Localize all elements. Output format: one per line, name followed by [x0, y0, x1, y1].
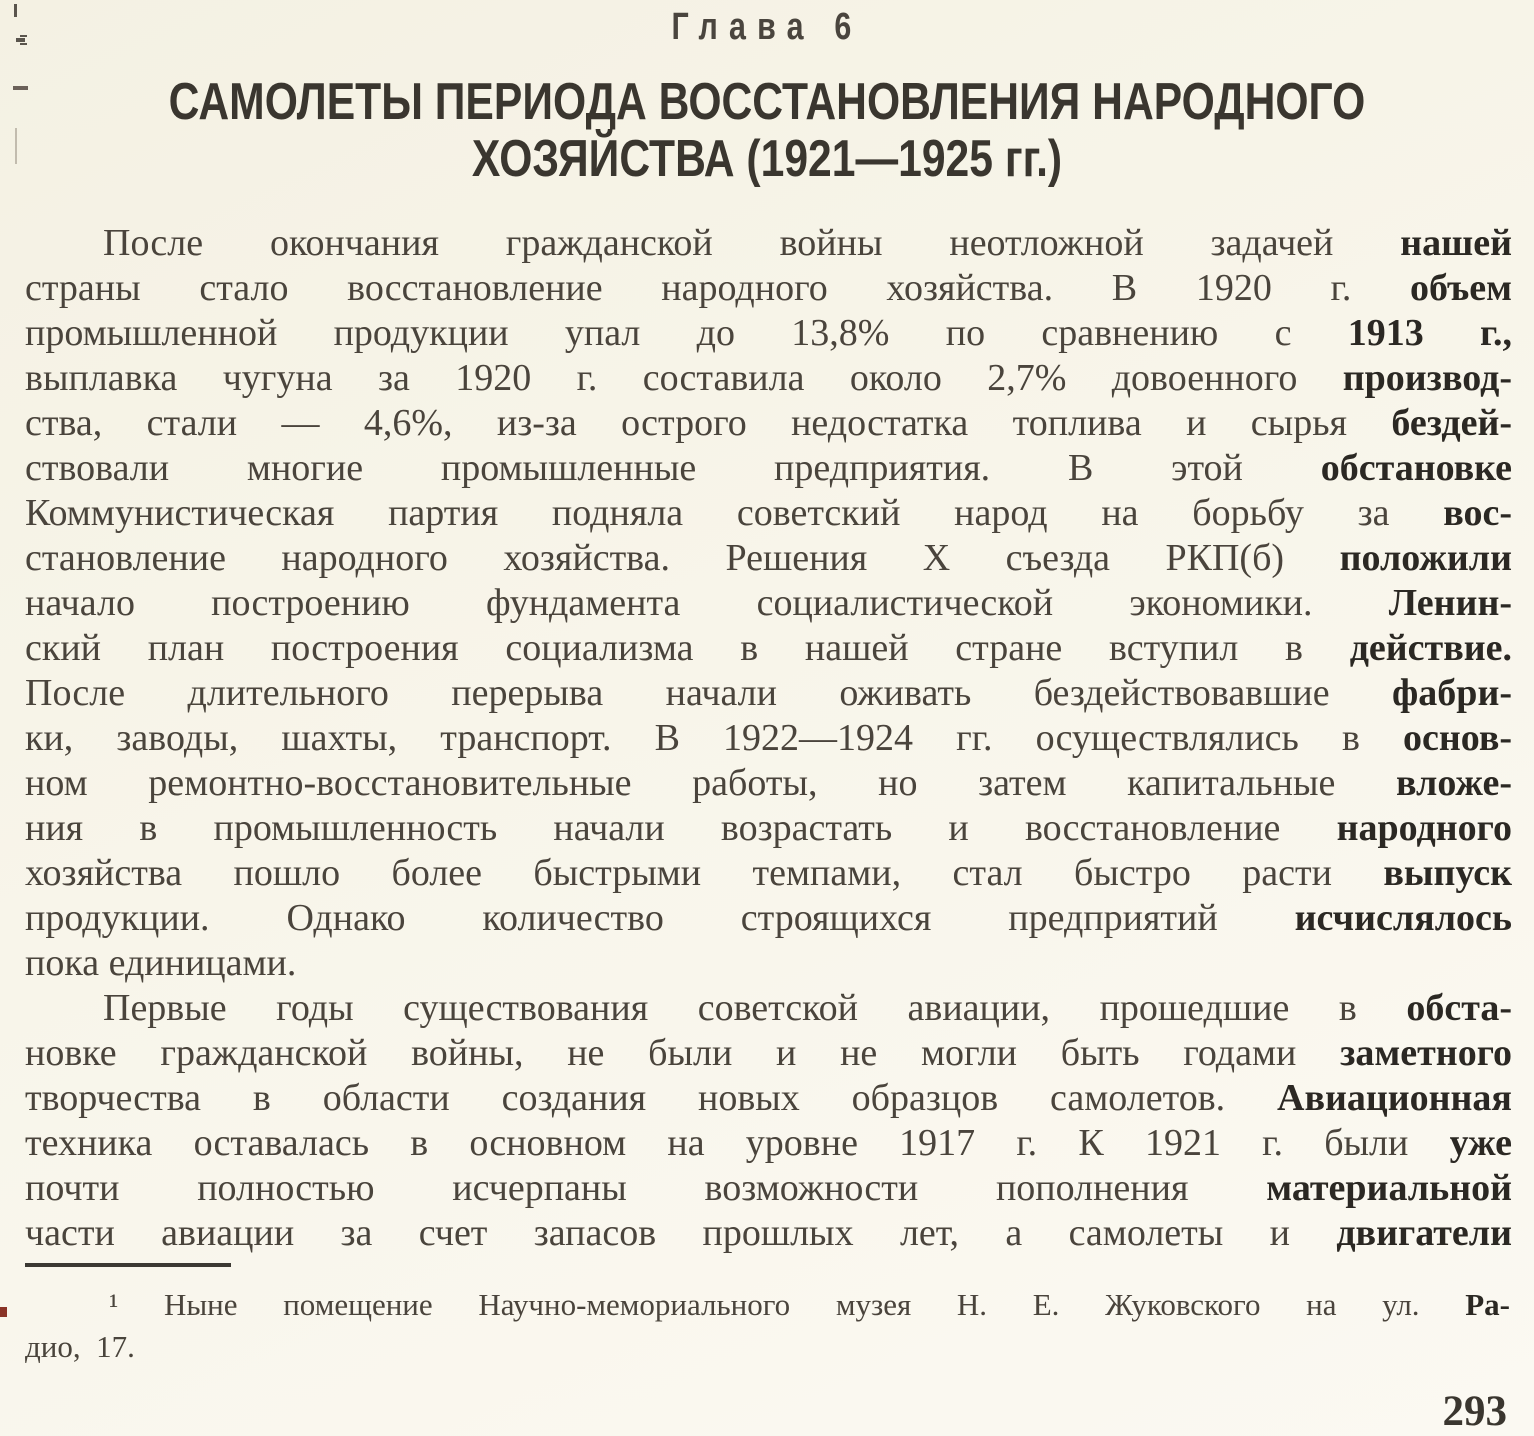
title-line: САМОЛЕТЫ ПЕРИОДА ВОССТАНОВЛЕНИЯ НАРОДНОГО — [168, 73, 1366, 131]
text-line: Первые годы существования советской авиации, прошедшие в обста- — [103, 987, 1512, 1029]
line-end-word: вос- — [1443, 492, 1512, 534]
title-line: ХОЗЯЙСТВА (1921—1925 гг.) — [471, 130, 1063, 188]
scan-artifact — [14, 4, 17, 17]
text-line: почти полностью исчерпаны возможности пополнения материальной — [25, 1167, 1512, 1209]
scan-artifact — [0, 1307, 7, 1317]
text-line: ки, заводы, шахты, транспорт. В 1922—1924 гг. осуществлялись в основ- — [25, 717, 1512, 759]
text-line: Коммунистическая партия подняла советский народ на борьбу за вос- — [25, 492, 1512, 534]
line-end-word: Ра- — [1465, 1287, 1510, 1322]
text-line: становление народного хозяйства. Решения X съезда РКП(б) положили — [25, 537, 1512, 579]
line-end-word: фабри- — [1392, 672, 1512, 714]
text-line: ния в промышленность начали возрастать и восстановление народного — [25, 807, 1512, 849]
text-line: начало построению фундамента социалистической экономики. Ленин- — [25, 582, 1512, 624]
line-end-word: материальной — [1266, 1167, 1512, 1209]
text-line: промышленной продукции упал до 13,8% по сравнению с 1913 г., — [25, 312, 1512, 354]
chapter-heading: Глава 6 — [671, 6, 863, 48]
scan-artifact — [13, 86, 28, 90]
text-line: ¹ Ныне помещение Научно-мемориального музея Н. Е. Жуковского на ул. Ра- — [109, 1287, 1510, 1322]
scan-artifact — [16, 38, 25, 42]
text-line: ном ремонтно-восстановительные работы, но затем капитальные вложе- — [25, 762, 1512, 804]
text-line: После длительного перерыва начали оживать бездействовавшие фабри- — [25, 672, 1512, 714]
text-line: выплавка чугуна за 1920 г. составила около 2,7% довоенного производ- — [25, 357, 1512, 399]
text-line: хозяйства пошло более быстрыми темпами, стал быстро расти выпуск — [25, 852, 1512, 894]
text-line: ства, стали — 4,6%, из-за острого недостатка топлива и сырья бездей- — [25, 402, 1512, 444]
scan-artifact — [15, 128, 17, 164]
text-line: ский план построения социализма в нашей стране вступил в действие. — [25, 627, 1512, 669]
page-title — [138, 74, 1396, 188]
line-end-word: Ленин- — [1388, 582, 1512, 624]
line-end-word: бездей- — [1391, 402, 1512, 444]
line-end-word: Авиационная — [1277, 1077, 1512, 1119]
text-line: новке гражданской войны, не были и не могли быть годами заметного — [25, 1032, 1512, 1074]
line-end-word: нашей — [1400, 222, 1512, 264]
line-end-word: основ- — [1403, 717, 1512, 759]
line-end-word: производ- — [1342, 357, 1512, 399]
line-end-word: народного — [1336, 807, 1512, 849]
line-end-word: заметного — [1340, 1032, 1512, 1074]
line-end-word: обстановке — [1320, 447, 1512, 489]
line-end-word: 1913 г., — [1347, 312, 1512, 354]
line-end-word: исчислялось — [1294, 897, 1512, 939]
line-end-word: вложе- — [1396, 762, 1512, 804]
text-line: продукции. Однако количество строящихся предприятий исчислялось — [25, 897, 1512, 939]
line-end-word: обста- — [1406, 987, 1512, 1029]
text-line: техника оставалась в основном на уровне 1917 г. К 1921 г. были уже — [25, 1122, 1512, 1164]
footnote-divider — [25, 1263, 231, 1267]
text-line: части авиации за счет запасов прошлых лет, а самолеты и двигатели — [25, 1212, 1512, 1254]
paragraph — [25, 221, 1512, 986]
line-end-word: двигатели — [1336, 1212, 1512, 1254]
text-line: После окончания гражданской войны неотложной задачей нашей — [103, 222, 1512, 264]
paragraph — [25, 986, 1512, 1256]
text-line: пока единицами. — [25, 942, 297, 984]
line-end-word: выпуск — [1383, 852, 1512, 894]
text-line: ствовали многие промышленные предприятия. В этой обстановке — [25, 447, 1512, 489]
line-end-word: объем — [1410, 267, 1512, 309]
text-line: дио, 17. — [25, 1329, 135, 1364]
line-end-word: положили — [1339, 537, 1512, 579]
footnote — [25, 1284, 1510, 1368]
line-end-word: действие. — [1349, 627, 1512, 669]
page-number: 293 — [1442, 1388, 1507, 1435]
text-line: страны стало восстановление народного хозяйства. В 1920 г. объем — [25, 267, 1512, 309]
body-text — [25, 221, 1512, 1256]
text-line: творчества в области создания новых образцов самолетов. Авиационная — [25, 1077, 1512, 1119]
line-end-word: уже — [1449, 1122, 1512, 1164]
